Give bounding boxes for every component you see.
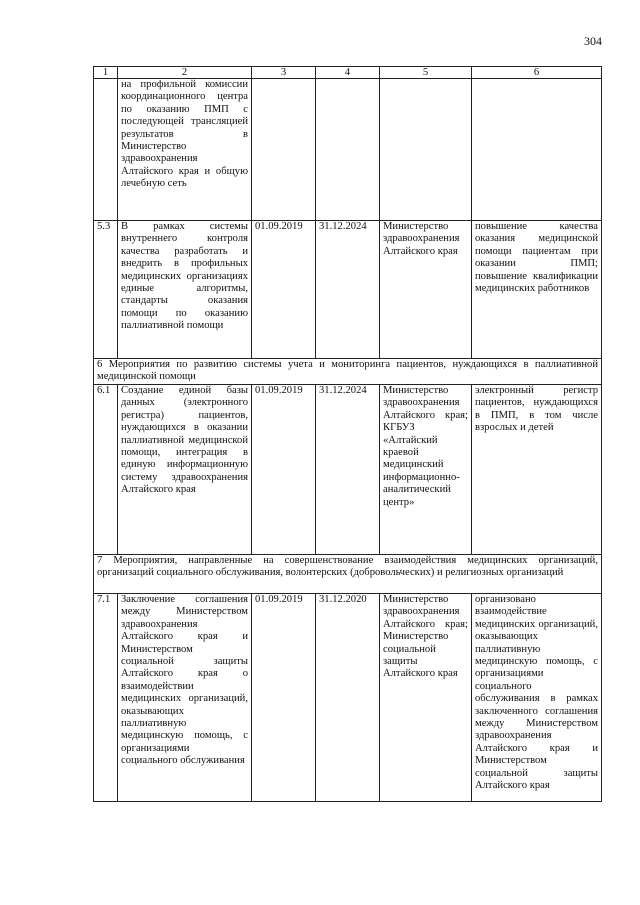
table-row — [94, 594, 602, 802]
table-header-row — [94, 67, 602, 79]
measure-cell: В рамках системы внутреннего контроля качества разработать и внедрить в профильных медицинских организациях единые алгоритмы, стандарты оказания помощи по оказанию паллиативной помощи — [118, 221, 252, 359]
result-cell: электронный регистр пациентов, нуждающихся в ПМП, в том числе взрослых и детей — [472, 385, 602, 555]
row-number: 5.3 — [94, 221, 118, 359]
measure-cell: Создание единой базы данных (электронного регистра) пациентов, нуждающихся в оказании паллиативной медицинской помощи, интеграция в единую информационную систему здравоохранения Алтайского края — [118, 385, 252, 555]
end-date: 31.12.2024 — [316, 385, 380, 555]
end-date — [316, 79, 380, 221]
result-cell — [472, 79, 602, 221]
executor-cell: Министерство здравоохранения Алтайского края; КГБУЗ «Алтайский краевой медицинский информационно-аналитический центр» — [380, 385, 472, 555]
section-title: 6 Мероприятия по развитию системы учета и мониторинга пациентов, нуждающихся в паллиативной медицинской помощи — [94, 359, 602, 385]
start-date: 01.09.2019 — [252, 594, 316, 802]
row-number — [94, 79, 118, 221]
column-header: 5 — [380, 67, 472, 79]
end-date: 31.12.2024 — [316, 221, 380, 359]
executor-cell — [380, 79, 472, 221]
page-number: 304 — [584, 34, 602, 48]
column-header: 6 — [472, 67, 602, 79]
start-date: 01.09.2019 — [252, 221, 316, 359]
row-number: 6.1 — [94, 385, 118, 555]
end-date: 31.12.2020 — [316, 594, 380, 802]
section-row — [94, 555, 602, 594]
result-cell: повышение качества оказания медицинской помощи пациентам при оказании ПМП; повышение квалификации медицинских работников — [472, 221, 602, 359]
start-date: 01.09.2019 — [252, 385, 316, 555]
measure-cell: на профильной комиссии координационного центра по оказанию ПМП с последующей трансляцией результатов в Министерство здравоохранения Алтайского края и общую лечебную сеть — [118, 79, 252, 221]
start-date — [252, 79, 316, 221]
section-row — [94, 359, 602, 385]
measure-cell: Заключение соглашения между Министерством здравоохранения Алтайского края и Министерством социальной защиты Алтайского края о взаимодействии медицинских организаций, оказывающих паллиативную медицинскую помощь, с организациями социального обслуживания — [118, 594, 252, 802]
column-header: 1 — [94, 67, 118, 79]
column-header: 2 — [118, 67, 252, 79]
executor-cell: Министерство здравоохранения Алтайского края; Министерство социальной защиты Алтайского края — [380, 594, 472, 802]
section-title: 7 Мероприятия, направленные на совершенствование взаимодействия медицинских организаций, организаций социального обслуживания, волонтерских (добровольческих) и религиозных организаций — [94, 555, 602, 594]
row-number: 7.1 — [94, 594, 118, 802]
column-header: 3 — [252, 67, 316, 79]
executor-cell: Министерство здравоохранения Алтайского края — [380, 221, 472, 359]
column-header: 4 — [316, 67, 380, 79]
result-cell: организовано взаимодействие медицинских организаций, оказывающих паллиативную медицинскую помощь, с организациями социального обслуживания в рамках заключенного соглашения между Министерством здравоохранения Алтайского края и Министерством социальной защиты Алтайского края — [472, 594, 602, 802]
table-row — [94, 221, 602, 359]
table-row — [94, 79, 602, 221]
measures-table — [93, 66, 602, 802]
table-row — [94, 385, 602, 555]
